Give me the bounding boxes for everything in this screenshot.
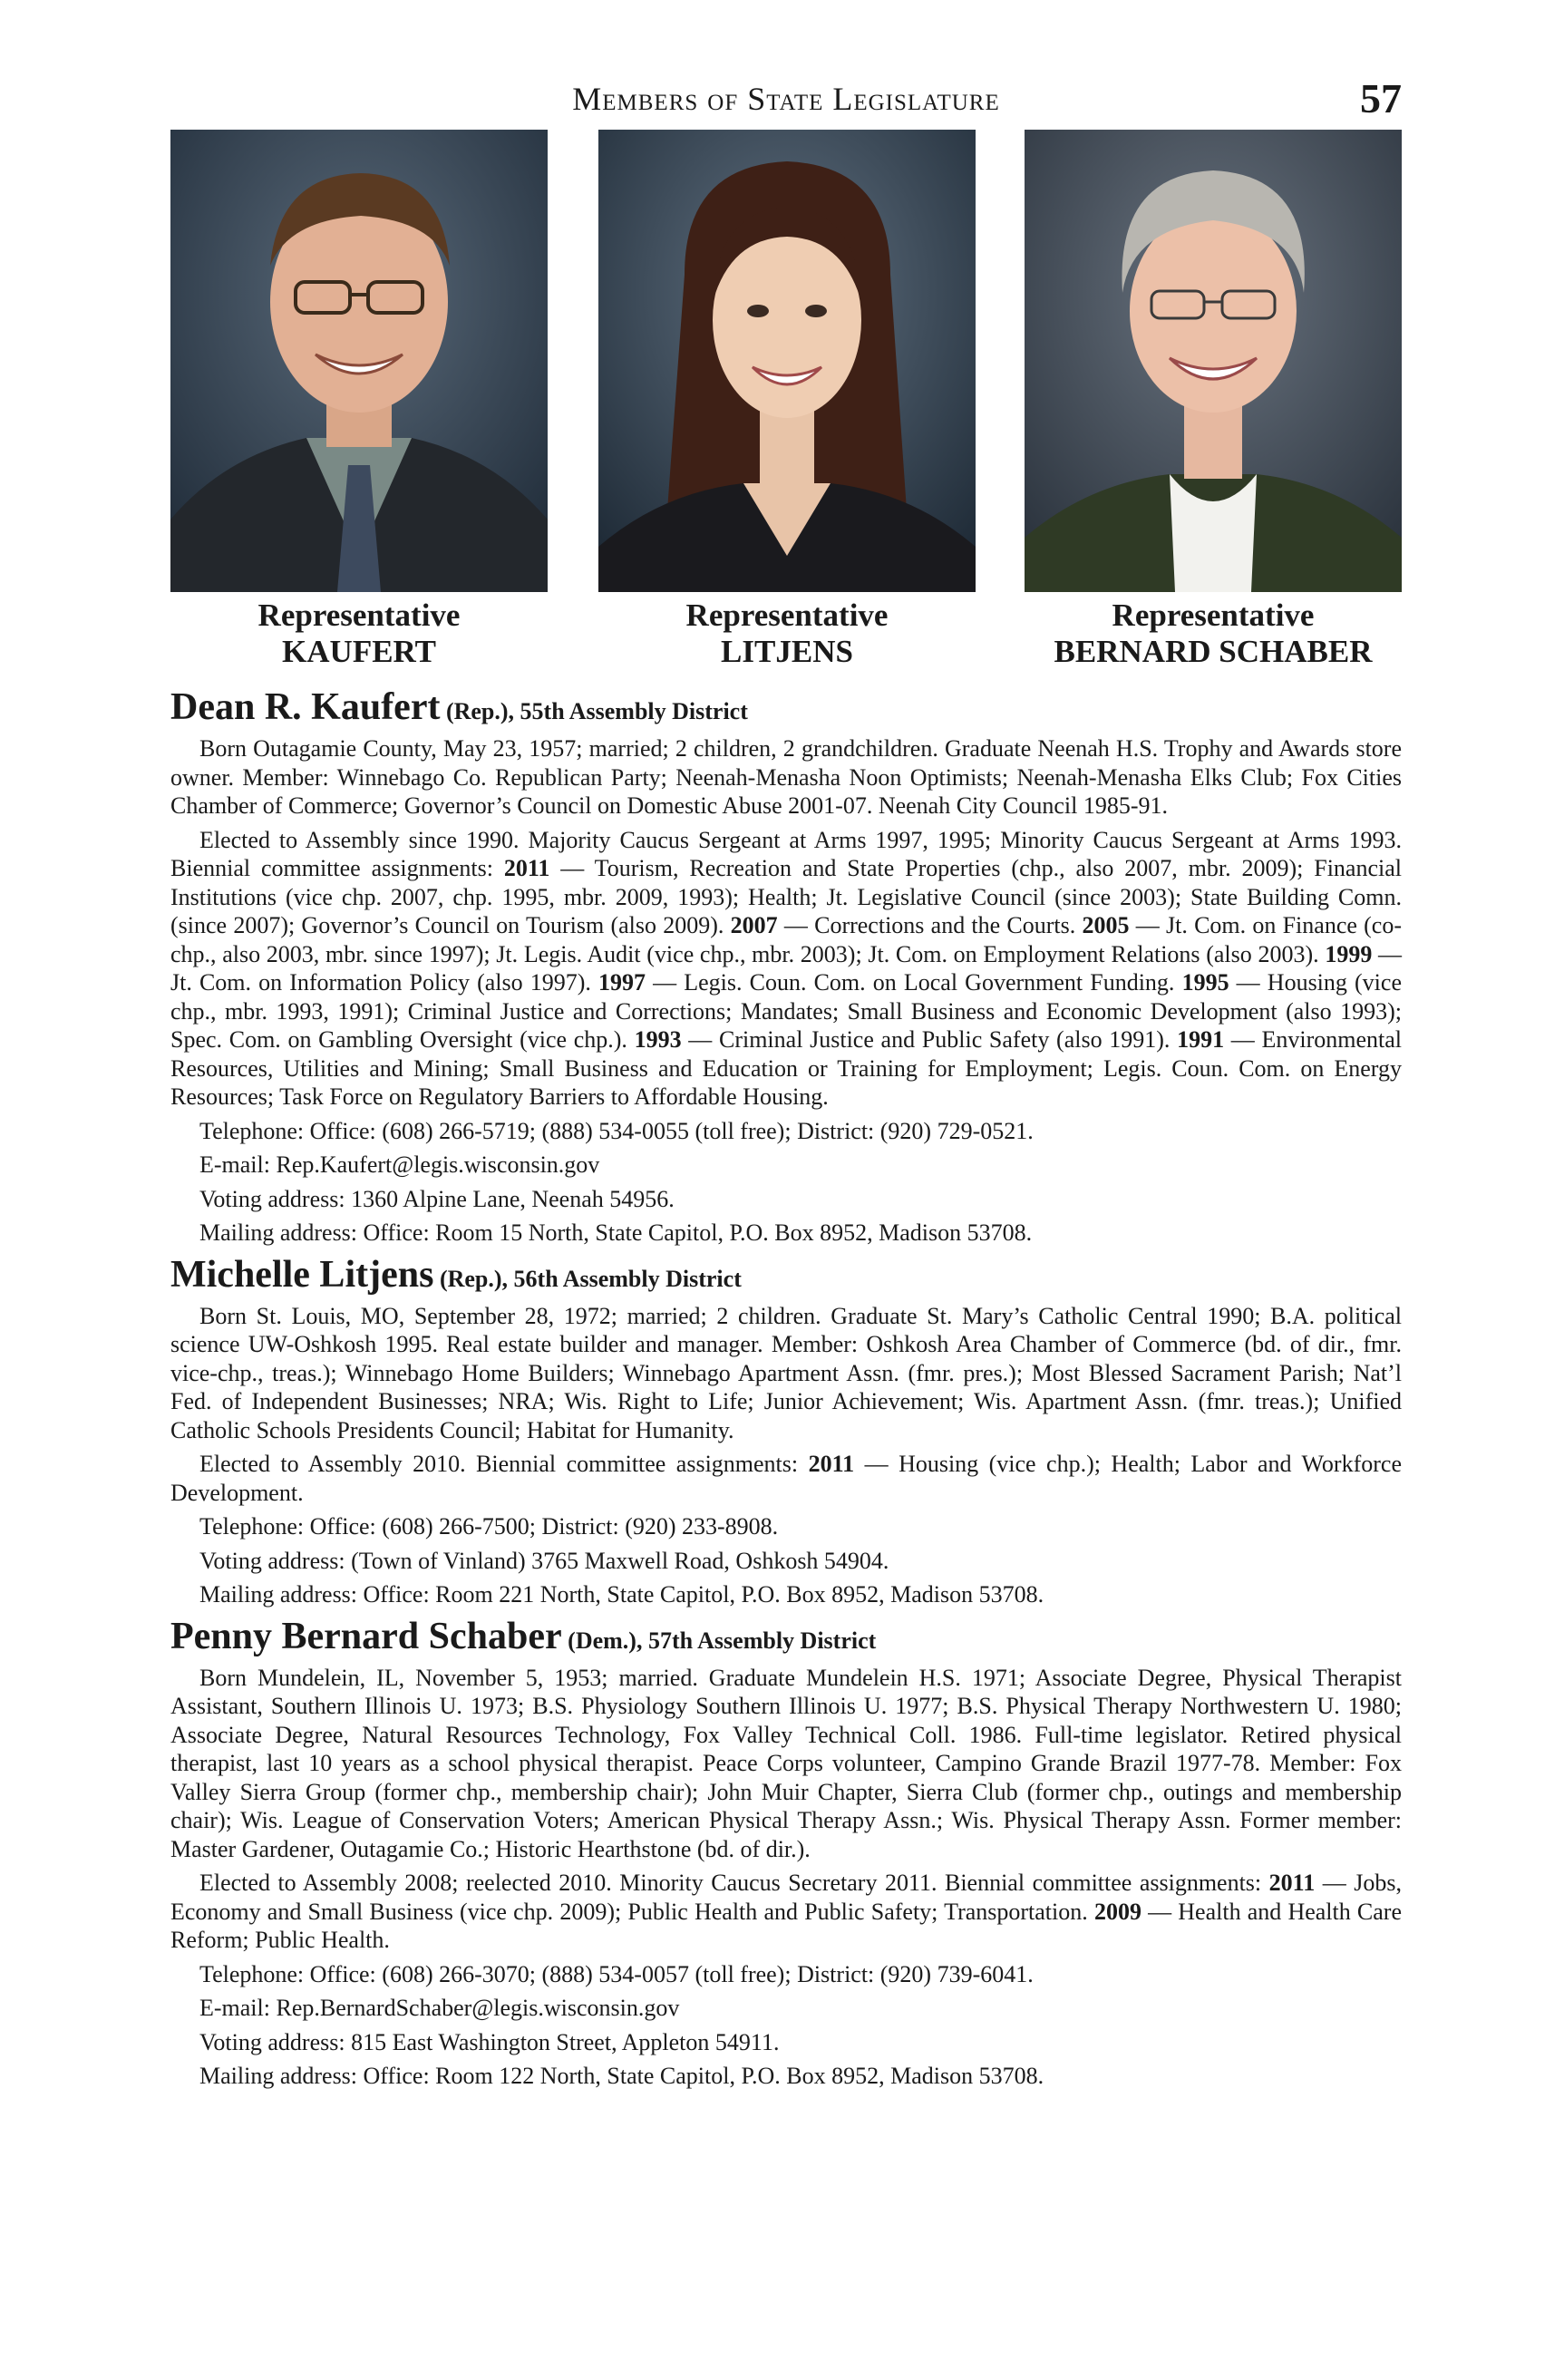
committee-year: 2011 — [808, 1451, 855, 1477]
caption-role: Representative — [685, 597, 889, 633]
committee-text: — Jobs, Economy and Small Business (vice chp. 2009); Public Health and Public Safety; Transportation. — [170, 1870, 1402, 1925]
committee-year: 1991 — [1177, 1026, 1225, 1053]
member-party-district: (Dem.), 57th Assembly District — [561, 1627, 877, 1654]
member-telephone: Telephone: Office: (608) 266-7500; District: (920) 233-8908. — [199, 1513, 779, 1540]
member-service — [170, 1450, 1402, 1507]
page-number: 57 — [1360, 75, 1402, 121]
member-party-district: (Rep.), 55th Assembly District — [440, 698, 748, 724]
committee-year: 2007 — [730, 912, 778, 938]
member-party-district: (Rep.), 56th Assembly District — [433, 1265, 742, 1292]
member-entry-kaufert — [170, 685, 1402, 1248]
member-telephone: Telephone: Office: (608) 266-5719; (888) 534-0055 (toll free); District: (920) 729-0521. — [199, 1117, 1034, 1144]
caption-name: KAUFERT — [282, 634, 436, 669]
caption-role: Representative — [1112, 597, 1315, 633]
member-mailing-address: Mailing address: Office: Room 15 North, State Capitol, P.O. Box 8952, Madison 53708. — [199, 1219, 1033, 1246]
member-name: Dean R. Kaufert — [170, 686, 441, 728]
caption-name: BERNARD SCHABER — [1054, 634, 1373, 669]
running-title: Members of State Legislature — [572, 81, 1000, 117]
committee-year: 1999 — [1325, 940, 1373, 967]
member-name: Michelle Litjens — [170, 1253, 434, 1296]
committee-text: — Legis. Coun. Com. on Local Government Funding. — [646, 969, 1182, 996]
member-service — [170, 1869, 1402, 1955]
member-biographies — [170, 685, 1402, 2096]
member-heading — [170, 1253, 1402, 1297]
member-name: Penny Bernard Schaber — [170, 1615, 562, 1657]
member-heading — [170, 685, 1402, 729]
committee-text: — Housing (vice chp.); Health; Labor and Workforce Development. — [170, 1451, 1402, 1506]
service-intro: Elected to Assembly 2008; reelected 2010. Minority Caucus Secretary 2011. Biennial committee assignments: — [199, 1870, 1269, 1896]
committee-text: — Health and Health Care Reform; Public Health. — [170, 1898, 1402, 1953]
portrait-photo — [1025, 130, 1402, 592]
committee-text: — Tourism, Recreation and State Properties (chp., also 2007, mbr. 2009); Financial Institutions (vice chp. 2007, chp. 1995, mbr. 2009, 1993); Health; Jt. Legislative Council (since 2003); State Building Comn. (since 2007); Governor’s Council on Tourism (also 2009). — [170, 855, 1402, 938]
committee-text: — Criminal Justice and Public Safety (also 1991). — [681, 1026, 1178, 1053]
committee-year: 1993 — [634, 1026, 682, 1053]
committee-year: 1997 — [598, 969, 646, 996]
committee-text: — Jt. Com. on Information Policy (also 1997). — [170, 940, 1403, 996]
caption-name: LITJENS — [721, 634, 853, 669]
member-email: E-mail: Rep.BernardSchaber@legis.wisconsin.gov — [199, 1995, 680, 2021]
committee-year: 2011 — [1268, 1870, 1316, 1896]
committee-text: — Jt. Com. on Finance (co-chp., also 2003, mbr. since 1997); Jt. Legis. Audit (vice chp., mbr. 2003); Jt. Com. on Employment Relations (also 2003). — [170, 912, 1402, 967]
portrait-row — [170, 130, 1402, 674]
member-entry-bernard-schaber — [170, 1615, 1402, 2091]
service-intro: Elected to Assembly 2010. Biennial committee assignments: — [199, 1451, 809, 1477]
committee-year: 2011 — [503, 855, 550, 881]
member-background: Born Outagamie County, May 23, 1957; married; 2 children, 2 grandchildren. Graduate Neenah H.S. Trophy and Awards store owner. Member: Winnebago Co. Republican Party; Neenah-Menasha Noon Optimists; Neenah-Menasha Elks Club; Fox Cities Chamber of Commerce; Governor’s Council on Domestic Abuse 2001-07. Neenah City Council 1985-91. — [170, 735, 1402, 819]
portrait-photo — [170, 130, 548, 592]
committee-text: — Environmental Resources, Utilities and Mining; Small Business and Education or Training for Employment; Legis. Coun. Com. on Energy Resources; Task Force on Regulatory Barriers to Affordable Housing. — [170, 1026, 1402, 1110]
portrait-caption — [997, 597, 1429, 670]
committee-text: — Corrections and the Courts. — [777, 912, 1083, 938]
committee-year: 2005 — [1082, 912, 1130, 938]
member-telephone: Telephone: Office: (608) 266-3070; (888) 534-0057 (toll free); District: (920) 739-6041. — [199, 1960, 1034, 1987]
member-email: E-mail: Rep.Kaufert@legis.wisconsin.gov — [199, 1151, 600, 1178]
member-background: Born St. Louis, MO, September 28, 1972; married; 2 children. Graduate St. Mary’s Catholic Central 1990; B.A. political science UW-Oshkosh 1995. Real estate builder and manager. Member: Oshkosh Area Chamber of Commerce (bd. of dir., fmr. vice-chp., treas.); Winnebago Home Builders; Winnebago Apartment Assn. (fmr. pres.); Most Blessed Sacrament Parish; Nat’l Fed. of Independent Businesses; NRA; Wis. Right to Life; Junior Achievement; Wis. Apartment Assn. (fmr. treas.); Unified Catholic Schools Presidents Council; Habitat for Humanity. — [170, 1302, 1402, 1443]
member-voting-address: Voting address: (Town of Vinland) 3765 Maxwell Road, Oshkosh 54904. — [199, 1547, 889, 1574]
committee-text: — Housing (vice chp., mbr. 1993, 1991); Criminal Justice and Corrections; Mandates; Small Business and Economic Development (also 1993); Spec. Com. on Gambling Oversight (vice chp.). — [170, 969, 1402, 1053]
committee-year: 1995 — [1181, 969, 1229, 996]
running-head — [170, 74, 1402, 129]
caption-role: Representative — [257, 597, 461, 633]
portrait-caption — [143, 597, 575, 670]
member-service — [170, 826, 1402, 1112]
member-heading — [170, 1615, 1402, 1658]
portrait-photo — [598, 130, 976, 592]
member-mailing-address: Mailing address: Office: Room 221 North, State Capitol, P.O. Box 8952, Madison 53708. — [199, 1581, 1044, 1608]
member-entry-litjens — [170, 1253, 1402, 1609]
service-intro: Elected to Assembly since 1990. Majority Caucus Sergeant at Arms 1997, 1995; Minority Caucus Sergeant at Arms 1993. Biennial committee assignments: — [170, 826, 1402, 881]
portrait-caption — [571, 597, 1003, 670]
member-mailing-address: Mailing address: Office: Room 122 North, State Capitol, P.O. Box 8952, Madison 53708. — [199, 2063, 1044, 2089]
member-background: Born Mundelein, IL, November 5, 1953; married. Graduate Mundelein H.S. 1971; Associate Degree, Physical Therapist Assistant, Southern Illinois U. 1973; B.S. Physiology Southern Illinois U. 1977; B.S. Physical Therapy Northwestern U. 1980; Associate Degree, Natural Resources Technology, Fox Valley Technical Coll. 1986. Full-time legislator. Retired physical therapist, last 10 years as a school physical therapist. Peace Corps volunteer, Campino Grande Brazil 1977-78. Member: Fox Valley Sierra Group (former chp., membership chair); John Muir Chapter, Sierra Club (former chp., outings and membership chair); Wis. League of Conservation Voters; American Physical Therapy Assn.; Wis. Physical Therapy Assn. Former member: Master Gardener, Outagamie Co.; Historic Hearthstone (bd. of dir.). — [170, 1664, 1402, 1862]
member-voting-address: Voting address: 815 East Washington Street, Appleton 54911. — [199, 2028, 780, 2055]
member-voting-address: Voting address: 1360 Alpine Lane, Neenah 54956. — [199, 1185, 675, 1212]
committee-year: 2009 — [1093, 1898, 1141, 1925]
